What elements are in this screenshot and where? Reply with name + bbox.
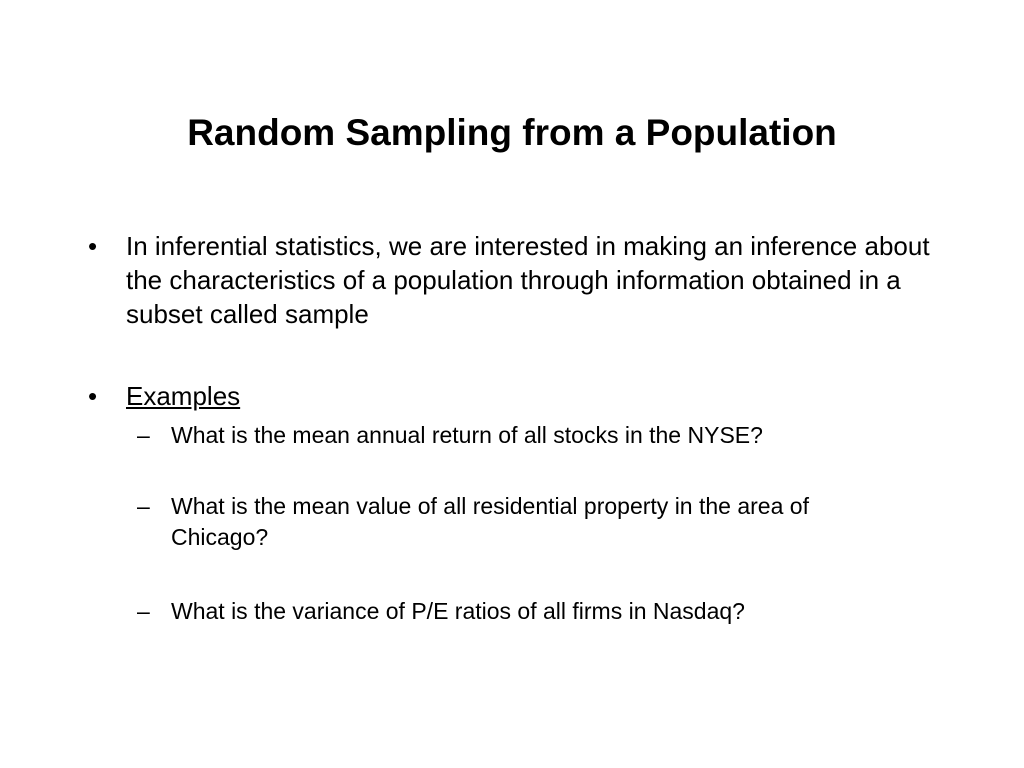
sub-bullet-nasdaq [137,596,917,630]
sub-bullet-text: What is the mean value of all residential property in the area of Chicago? [171,493,809,550]
dash-marker: – [137,493,150,519]
dash-marker: – [137,598,150,624]
sub-bullet-chicago [137,491,917,557]
bullet-text: In inferential statistics, we are interested in making an inference about the characteristics of a population through information obtained in a subset called sample [126,231,930,329]
bullet-examples [88,379,488,415]
sub-bullet-text: What is the mean annual return of all stocks in the NYSE? [171,422,763,448]
sub-bullet-text: What is the variance of P/E ratios of all firms in Nasdaq? [171,598,745,624]
bullet-marker: • [88,231,98,261]
bullet-text: Examples [126,381,241,411]
slide-title: Random Sampling from a Population [187,112,837,153]
sub-bullet-nyse [137,420,917,454]
bullet-marker: • [88,381,98,411]
bullet-inferential-statistics [88,229,948,339]
dash-marker: – [137,422,150,448]
